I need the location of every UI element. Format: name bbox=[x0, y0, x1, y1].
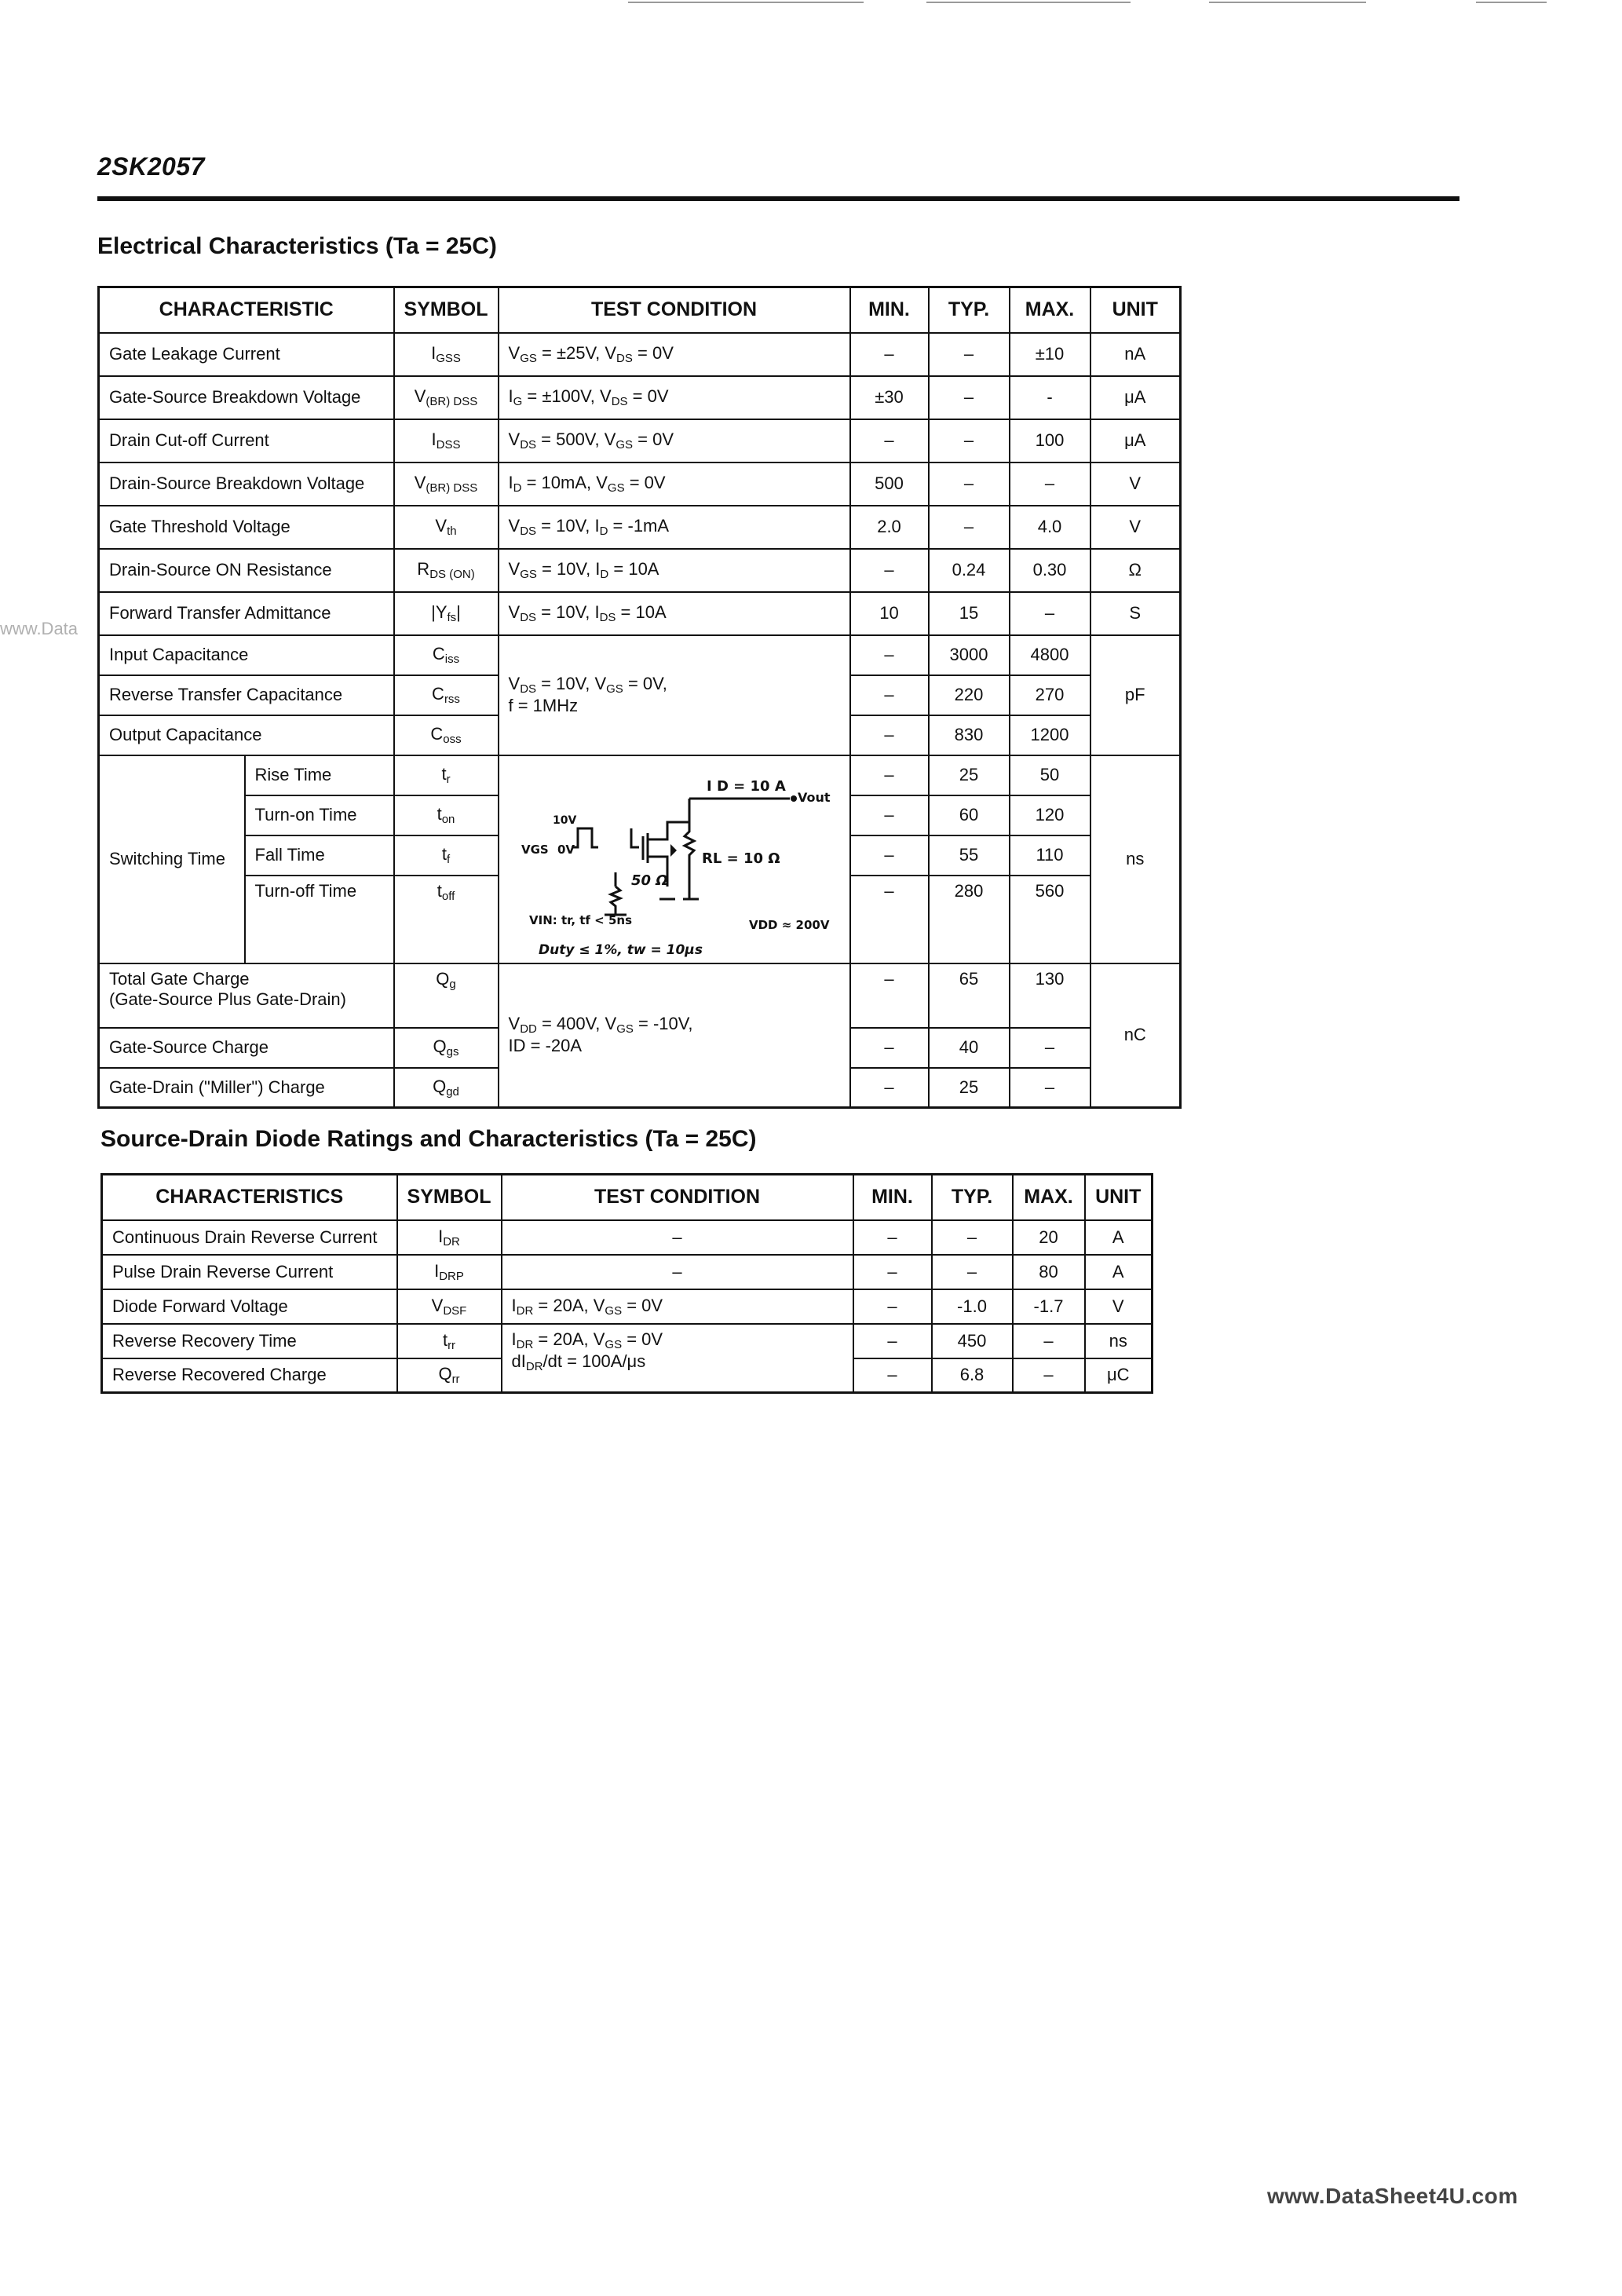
min-cell: – bbox=[853, 1358, 932, 1393]
symbol-cell: $t_{rr}$ bbox=[397, 1324, 502, 1358]
max-cell: -1.7 bbox=[1013, 1289, 1085, 1324]
electrical-characteristics-title: Electrical Characteristics (Ta = 25C) bbox=[97, 233, 497, 259]
pulse-amplitude-label: 10V bbox=[552, 814, 576, 827]
min-cell: – bbox=[853, 1324, 932, 1358]
characteristic-cell: Continuous Drain Reverse Current bbox=[102, 1220, 397, 1255]
unit-cell: nA bbox=[1090, 333, 1181, 376]
characteristic-cell: Fall Time bbox=[245, 835, 394, 876]
min-cell: – bbox=[850, 1028, 929, 1068]
load-resistor-label: RL = 10 Ω bbox=[701, 850, 780, 867]
watermark-left: www.Data bbox=[0, 619, 79, 638]
switching-time-label: Switching Time bbox=[99, 755, 245, 963]
symbol-cell: $I_{DSS}$ bbox=[394, 419, 499, 462]
characteristic-cell bbox=[99, 1068, 394, 1108]
header-typ: TYP. bbox=[929, 287, 1010, 333]
max-cell: 130 bbox=[1010, 963, 1090, 1028]
test-condition-cell: – bbox=[502, 1220, 853, 1255]
min-cell: 10 bbox=[850, 592, 929, 635]
max-cell: – bbox=[1010, 592, 1090, 635]
characteristic-cell: Gate Threshold Voltage bbox=[99, 506, 394, 549]
symbol-cell: $t_{on}$ bbox=[394, 795, 499, 835]
typ-cell: 3000 bbox=[929, 635, 1010, 675]
diode-ratings-title: Source-Drain Diode Ratings and Characteristics (Ta = 25C) bbox=[100, 1126, 757, 1152]
unit-cell: V bbox=[1090, 462, 1181, 506]
scan-artifact bbox=[628, 2, 864, 3]
symbol-cell: $I_{DRP}$ bbox=[397, 1255, 502, 1289]
typ-cell: -1.0 bbox=[932, 1289, 1013, 1324]
characteristic-line: (Gate-Source Plus Gate-Drain) bbox=[109, 989, 346, 1009]
test-condition-cell: $V_{DS} = 10V$, $I_D = -1mA$ bbox=[499, 506, 850, 549]
min-cell: – bbox=[853, 1289, 932, 1324]
characteristic-cell: Gate-Source Breakdown Voltage bbox=[99, 376, 394, 419]
max-cell: 110 bbox=[1010, 835, 1090, 876]
header-test-condition: TEST CONDITION bbox=[499, 287, 850, 333]
characteristic-cell: Pulse Drain Reverse Current bbox=[102, 1255, 397, 1289]
max-cell: 100 bbox=[1010, 419, 1090, 462]
header-characteristic: CHARACTERISTIC bbox=[99, 287, 394, 333]
characteristic-cell: Rise Time bbox=[245, 755, 394, 795]
characteristic-cell bbox=[99, 1028, 394, 1068]
symbol-cell: $R_{DS (ON)}$ bbox=[394, 549, 499, 592]
zero-volt-label: 0V bbox=[557, 843, 575, 857]
test-condition-cell: $V_{DS} = 10V$, $V_{GS} = 0V$, f = 1MHz bbox=[499, 635, 850, 755]
min-cell: – bbox=[850, 1068, 929, 1108]
min-cell: – bbox=[850, 835, 929, 876]
test-condition-cell: $I_{DR} = 20A$, $V_{GS} = 0V$ bbox=[502, 1289, 853, 1324]
symbol-cell: $|Y_{fs}|$ bbox=[394, 592, 499, 635]
characteristic-cell: Reverse Transfer Capacitance bbox=[99, 675, 394, 715]
scan-artifact bbox=[1209, 2, 1366, 3]
header-unit: UNIT bbox=[1090, 287, 1181, 333]
symbol-cell: $Q_g$ bbox=[394, 963, 499, 1028]
typ-cell: 25 bbox=[929, 755, 1010, 795]
unit-cell: Ω bbox=[1090, 549, 1181, 592]
characteristic-cell: Forward Transfer Admittance bbox=[99, 592, 394, 635]
max-cell: – bbox=[1010, 1068, 1090, 1108]
characteristic-line: Gate-Source Charge bbox=[109, 1037, 269, 1057]
header-symbol: SYMBOL bbox=[397, 1175, 502, 1220]
header-typ: TYP. bbox=[932, 1175, 1013, 1220]
duty-cycle-label: Duty ≤ 1%, tw = 10μs bbox=[538, 942, 703, 957]
table-row bbox=[99, 333, 1181, 376]
max-cell: ±10 bbox=[1010, 333, 1090, 376]
vout-terminal bbox=[791, 795, 797, 802]
test-condition-cell: $I_G = \pm 100V$, $V_{DS} = 0V$ bbox=[499, 376, 850, 419]
unit-cell: μC bbox=[1085, 1358, 1153, 1393]
min-cell: 2.0 bbox=[850, 506, 929, 549]
vdd-label: VDD ≈ 200V bbox=[748, 918, 829, 932]
typ-cell: 450 bbox=[932, 1324, 1013, 1358]
table-row bbox=[99, 506, 1181, 549]
header-min: MIN. bbox=[850, 287, 929, 333]
test-condition-cell: $V_{GS} = \pm 25V$, $V_{DS} = 0V$ bbox=[499, 333, 850, 376]
characteristic-cell: Drain-Source ON Resistance bbox=[99, 549, 394, 592]
min-cell: ±30 bbox=[850, 376, 929, 419]
max-cell: 4.0 bbox=[1010, 506, 1090, 549]
characteristic-cell bbox=[99, 963, 394, 1028]
min-cell: – bbox=[850, 795, 929, 835]
test-condition-cell: $I_D = 10mA$, $V_{GS} = 0V$ bbox=[499, 462, 850, 506]
symbol-cell: $t_f$ bbox=[394, 835, 499, 876]
typ-cell: – bbox=[929, 506, 1010, 549]
electrical-characteristics-table bbox=[97, 286, 1182, 1109]
table-row bbox=[102, 1289, 1153, 1324]
table-row bbox=[99, 755, 1181, 795]
test-condition-cell: – bbox=[502, 1255, 853, 1289]
typ-cell: 830 bbox=[929, 715, 1010, 755]
min-cell: – bbox=[853, 1220, 932, 1255]
id-label: I D = 10 A bbox=[706, 778, 786, 795]
table-row bbox=[99, 635, 1181, 675]
header-max: MAX. bbox=[1013, 1175, 1085, 1220]
characteristic-cell: Diode Forward Voltage bbox=[102, 1289, 397, 1324]
characteristic-cell: Turn-on Time bbox=[245, 795, 394, 835]
test-circuit-cell bbox=[499, 755, 850, 963]
max-cell: 80 bbox=[1013, 1255, 1085, 1289]
unit-cell: S bbox=[1090, 592, 1181, 635]
min-cell: – bbox=[850, 755, 929, 795]
header-unit: UNIT bbox=[1085, 1175, 1153, 1220]
max-cell: 0.30 bbox=[1010, 549, 1090, 592]
typ-cell: 280 bbox=[929, 876, 1010, 963]
typ-cell: – bbox=[929, 462, 1010, 506]
symbol-cell: $C_{rss}$ bbox=[394, 675, 499, 715]
watermark-footer: www.DataSheet4U.com bbox=[1267, 2184, 1518, 2208]
scan-artifact bbox=[1476, 2, 1547, 3]
typ-cell: – bbox=[929, 419, 1010, 462]
table-row bbox=[99, 376, 1181, 419]
typ-cell: 220 bbox=[929, 675, 1010, 715]
table-row bbox=[99, 963, 1181, 1028]
max-cell: 560 bbox=[1010, 876, 1090, 963]
header-max: MAX. bbox=[1010, 287, 1090, 333]
symbol-cell: $V_{DSF}$ bbox=[397, 1289, 502, 1324]
typ-cell: 15 bbox=[929, 592, 1010, 635]
max-cell: 1200 bbox=[1010, 715, 1090, 755]
typ-cell: – bbox=[929, 333, 1010, 376]
unit-cell: μA bbox=[1090, 419, 1181, 462]
typ-cell: 55 bbox=[929, 835, 1010, 876]
symbol-cell: $t_r$ bbox=[394, 755, 499, 795]
max-cell: – bbox=[1010, 1028, 1090, 1068]
symbol-cell: $C_{oss}$ bbox=[394, 715, 499, 755]
load-resistor bbox=[685, 822, 694, 899]
typ-cell: 65 bbox=[929, 963, 1010, 1028]
test-condition-cell: $V_{DS} = 500V$, $V_{GS} = 0V$ bbox=[499, 419, 850, 462]
max-cell: - bbox=[1010, 376, 1090, 419]
switching-test-circuit bbox=[506, 761, 843, 957]
max-cell: 50 bbox=[1010, 755, 1090, 795]
min-cell: 500 bbox=[850, 462, 929, 506]
vgs-label: VGS bbox=[521, 843, 549, 857]
gate-resistor-label: 50 Ω bbox=[630, 872, 668, 889]
header-symbol: SYMBOL bbox=[394, 287, 499, 333]
symbol-cell: $t_{off}$ bbox=[394, 876, 499, 963]
max-cell: – bbox=[1013, 1324, 1085, 1358]
typ-cell: – bbox=[929, 376, 1010, 419]
characteristic-cell: Reverse Recovery Time bbox=[102, 1324, 397, 1358]
gate-resistor-lead bbox=[631, 828, 639, 847]
table-header-row bbox=[99, 287, 1181, 333]
table-row bbox=[102, 1255, 1153, 1289]
characteristic-line: Gate-Drain ("Miller") Charge bbox=[109, 1077, 325, 1097]
table-header-row bbox=[102, 1175, 1153, 1220]
symbol-cell: $I_{GSS}$ bbox=[394, 333, 499, 376]
unit-cell: μA bbox=[1090, 376, 1181, 419]
unit-cell: V bbox=[1085, 1289, 1153, 1324]
characteristic-cell: Gate Leakage Current bbox=[99, 333, 394, 376]
typ-cell: – bbox=[932, 1255, 1013, 1289]
min-cell: – bbox=[850, 963, 929, 1028]
symbol-cell: $Q_{gd}$ bbox=[394, 1068, 499, 1108]
symbol-cell: $Q_{rr}$ bbox=[397, 1358, 502, 1393]
min-cell: – bbox=[850, 549, 929, 592]
typ-cell: 40 bbox=[929, 1028, 1010, 1068]
max-cell: 20 bbox=[1013, 1220, 1085, 1255]
characteristic-cell: Drain-Source Breakdown Voltage bbox=[99, 462, 394, 506]
unit-cell: pF bbox=[1090, 635, 1181, 755]
part-number: 2SK2057 bbox=[97, 152, 205, 181]
test-condition-cell: $I_{DR} = 20A$, $V_{GS} = 0V$ $dI_{DR}/dt = 100A/\mu s$ bbox=[502, 1324, 853, 1393]
vout-label: Vout bbox=[797, 790, 831, 805]
typ-cell: 6.8 bbox=[932, 1358, 1013, 1393]
max-cell: – bbox=[1010, 462, 1090, 506]
input-pulse-waveform bbox=[572, 828, 598, 847]
typ-cell: 60 bbox=[929, 795, 1010, 835]
unit-cell: ns bbox=[1090, 755, 1181, 963]
min-cell: – bbox=[850, 675, 929, 715]
scan-artifact bbox=[926, 2, 1131, 3]
unit-cell: A bbox=[1085, 1255, 1153, 1289]
symbol-cell: $I_{DR}$ bbox=[397, 1220, 502, 1255]
header-test-condition: TEST CONDITION bbox=[502, 1175, 853, 1220]
symbol-cell: $V_{(BR) DSS}$ bbox=[394, 376, 499, 419]
header-min: MIN. bbox=[853, 1175, 932, 1220]
symbol-cell: $V_{th}$ bbox=[394, 506, 499, 549]
header-rule bbox=[97, 196, 1459, 201]
max-cell: 120 bbox=[1010, 795, 1090, 835]
test-condition-cell: $V_{DS} = 10V$, $I_{DS} = 10A$ bbox=[499, 592, 850, 635]
header-characteristics: CHARACTERISTICS bbox=[102, 1175, 397, 1220]
characteristic-cell: Output Capacitance bbox=[99, 715, 394, 755]
symbol-cell: $C_{iss}$ bbox=[394, 635, 499, 675]
typ-cell: 0.24 bbox=[929, 549, 1010, 592]
input-rise-time-label: VIN: tr, tf < 5ns bbox=[528, 913, 632, 927]
body-diode-icon bbox=[670, 844, 677, 857]
diode-ratings-table bbox=[100, 1173, 1153, 1394]
max-cell: 270 bbox=[1010, 675, 1090, 715]
unit-cell: V bbox=[1090, 506, 1181, 549]
table-row bbox=[102, 1324, 1153, 1358]
unit-cell: ns bbox=[1085, 1324, 1153, 1358]
max-cell: 4800 bbox=[1010, 635, 1090, 675]
characteristic-cell: Drain Cut-off Current bbox=[99, 419, 394, 462]
min-cell: – bbox=[850, 635, 929, 675]
max-cell: – bbox=[1013, 1358, 1085, 1393]
characteristic-line: Total Gate Charge bbox=[109, 968, 250, 989]
typ-cell: – bbox=[932, 1220, 1013, 1255]
typ-cell: 25 bbox=[929, 1068, 1010, 1108]
min-cell: – bbox=[853, 1255, 932, 1289]
table-row bbox=[102, 1220, 1153, 1255]
table-row bbox=[99, 592, 1181, 635]
characteristic-cell: Input Capacitance bbox=[99, 635, 394, 675]
min-cell: – bbox=[850, 715, 929, 755]
characteristic-cell: Turn-off Time bbox=[245, 876, 394, 963]
test-condition-cell: $V_{DD} = 400V$, $V_{GS} = -10V$, ID = -20A bbox=[499, 963, 850, 1108]
min-cell: – bbox=[850, 876, 929, 963]
table-row bbox=[99, 549, 1181, 592]
test-condition-cell: $V_{GS} = 10V$, $I_D = 10A$ bbox=[499, 549, 850, 592]
unit-cell: A bbox=[1085, 1220, 1153, 1255]
min-cell: – bbox=[850, 419, 929, 462]
table-row bbox=[99, 419, 1181, 462]
symbol-cell: $V_{(BR) DSS}$ bbox=[394, 462, 499, 506]
symbol-cell: $Q_{gs}$ bbox=[394, 1028, 499, 1068]
min-cell: – bbox=[850, 333, 929, 376]
table-row bbox=[99, 462, 1181, 506]
unit-cell: nC bbox=[1090, 963, 1181, 1108]
characteristic-cell: Reverse Recovered Charge bbox=[102, 1358, 397, 1393]
